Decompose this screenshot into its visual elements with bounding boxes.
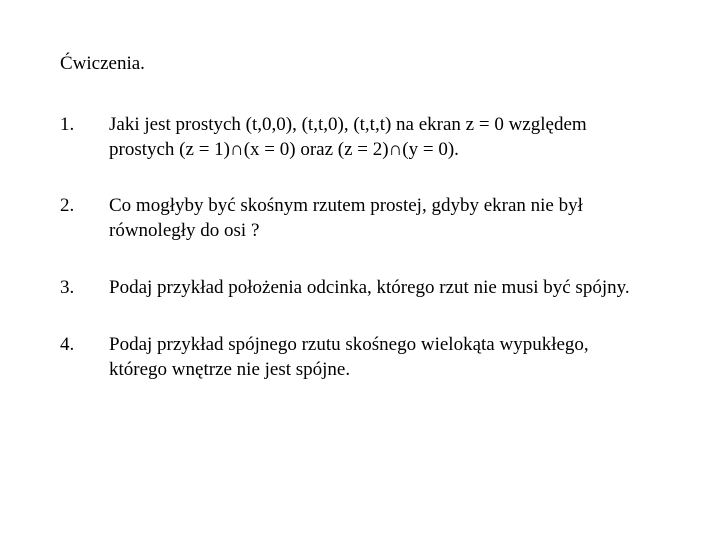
exercise-text	[109, 112, 699, 162]
exercise-text	[109, 275, 699, 300]
exercise-number: 2.	[60, 195, 75, 216]
exercise-number: 4.	[60, 334, 75, 355]
exercise-text-line: którego wnętrze nie jest spójne.	[109, 359, 351, 380]
slide-title: Ćwiczenia.	[60, 53, 145, 74]
exercise-number: 3.	[60, 277, 75, 298]
exercise-text-line: Co mogłyby być skośnym rzutem prostej, gdyby ekran nie był	[109, 195, 583, 216]
exercise-text-line: prostych (z = 1)∩(x = 0) oraz (z = 2)∩(y = 0).	[109, 139, 459, 160]
exercise-text-line: Podaj przykład położenia odcinka, którego rzut nie musi być spójny.	[109, 277, 630, 298]
exercise-text-line: Jaki jest prostych (t,0,0), (t,t,0), (t,t,t) na ekran z = 0 względem	[109, 114, 587, 135]
exercise-text-line: równoległy do osi ?	[109, 220, 260, 241]
exercise-text	[109, 193, 699, 243]
exercise-text	[109, 332, 699, 382]
exercise-number: 1.	[60, 114, 75, 135]
exercise-text-line: Podaj przykład spójnego rzutu skośnego wielokąta wypukłego,	[109, 334, 589, 355]
